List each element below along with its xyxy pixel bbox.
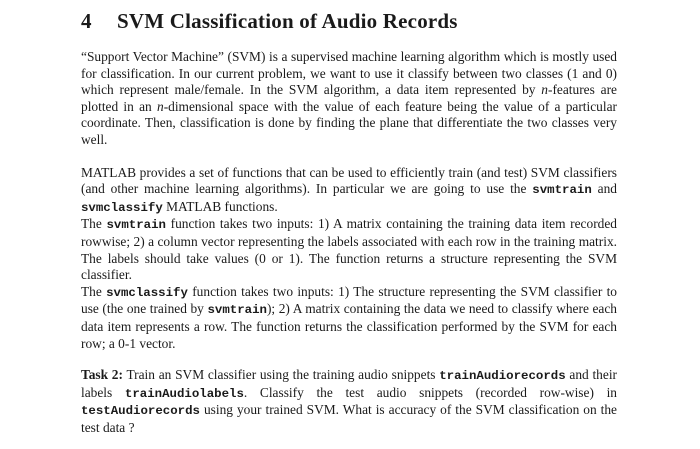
code-testAudiorecords: testAudiorecords [81, 404, 200, 419]
paragraph-task-2 [81, 367, 617, 436]
text: function takes two inputs: 1) A matrix containing the training data item recorded rowwise; 2) a column vector representing the labels associated with each row in the training matrix. The labels should take values (0 or 1). The function returns a structure representing the SVM classifier. [81, 216, 617, 283]
text: ); 2) A matrix containing the data we need to classify where each data item represents a row. The function returns the classification performed by the SVM for each row; a 0-1 vector. [81, 301, 617, 351]
paragraph-svmclassify [81, 284, 617, 352]
paragraph-svmtrain [81, 216, 617, 283]
text: function takes two inputs: 1) The structure representing the SVM classifier to use (the one trained by [81, 283, 618, 317]
code-svmclassify: svmclassify [81, 200, 163, 215]
text: The [81, 216, 107, 232]
code-trainAudiolabels: trainAudiolabels [124, 386, 244, 401]
text: -features are plotted in an [81, 82, 617, 114]
text: and [591, 181, 617, 197]
text: The [81, 283, 107, 299]
text: Train an SVM classifier using the training audio snippets [122, 367, 440, 383]
math-n: n [541, 82, 548, 98]
paragraph-svm-intro [81, 49, 617, 149]
text: and their labels [81, 367, 617, 400]
text: MATLAB functions. [162, 198, 278, 214]
section-title: SVM Classification of Audio Records [117, 9, 458, 33]
code-svmtrain: svmtrain [532, 183, 592, 198]
code-svmclassify: svmclassify [106, 285, 188, 300]
task-label: Task 2: [81, 367, 123, 383]
section-heading [81, 8, 617, 34]
text: using your trained SVM. What is accuracy of the SVM classification on the test data ? [81, 402, 617, 435]
code-svmtrain: svmtrain [207, 303, 267, 318]
paragraph-matlab-functions [81, 165, 617, 217]
text: -dimensional space with the value of each feature being the value of a particular coordinate. Then, classification is done by finding the plane that differentiate the two classes very well. [81, 98, 617, 147]
code-svmtrain: svmtrain [106, 218, 166, 233]
text: MATLAB provides a set of functions that can be used to efficiently train (and test) SVM classifiers (and other machine learning algorithms). In particular we are going to use the [81, 164, 617, 197]
document-page [81, 8, 617, 436]
section-number: 4 [81, 9, 92, 33]
code-trainAudiorecords: trainAudiorecords [439, 369, 566, 384]
math-n: n [156, 98, 164, 114]
text: “Support Vector Machine” (SVM) is a supervised machine learning algorithm which is mostly used for classification. In our current problem, we want to use it classify between two classes (1 and 0) which represent male/female. In the SVM algorithm, a data item represented by [81, 49, 617, 98]
text: . Classify the test audio snippets (recorded row-wise) in [243, 384, 617, 400]
